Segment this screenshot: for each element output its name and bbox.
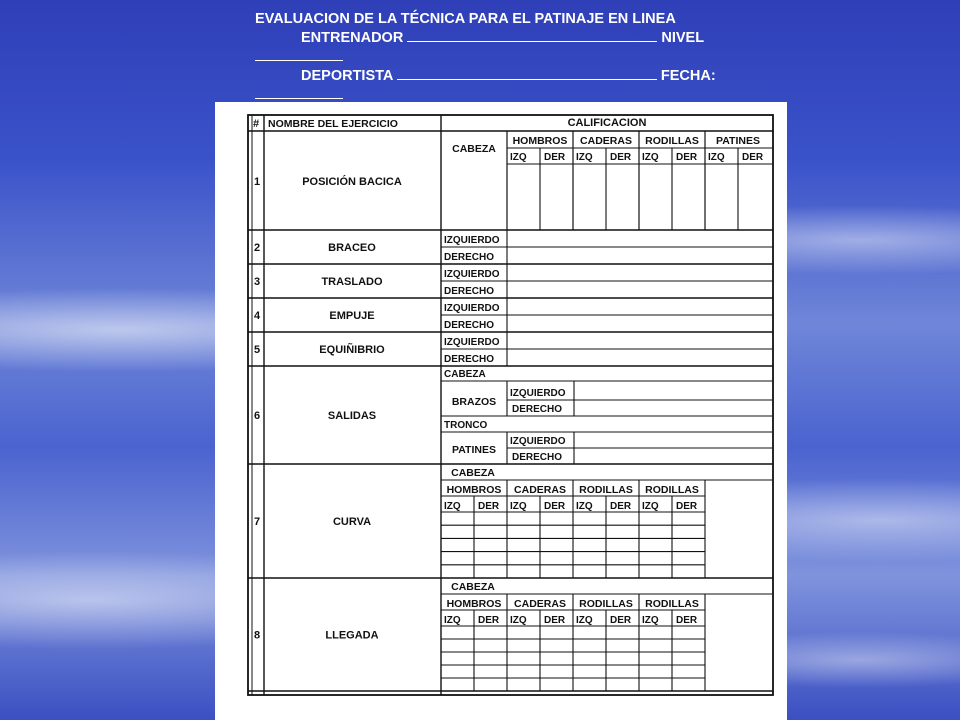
group-label: RODILLAS bbox=[645, 598, 699, 610]
evaluation-table bbox=[215, 102, 787, 720]
sec1-group-label: RODILLAS bbox=[645, 135, 699, 147]
group-label: CADERAS bbox=[514, 598, 566, 610]
izq-label: IZQ bbox=[642, 501, 659, 512]
exercise-4-name: EMPUJE bbox=[329, 310, 375, 322]
exercise-3-num: 3 bbox=[253, 276, 261, 288]
exercise-4-num: 4 bbox=[253, 310, 261, 322]
nivel-line bbox=[255, 48, 775, 67]
sec1-der: DER bbox=[610, 152, 632, 163]
sec1-group-label: CADERAS bbox=[580, 135, 632, 147]
label-derecho: DERECHO bbox=[444, 354, 495, 365]
exercise-3-name: TRASLADO bbox=[321, 276, 383, 288]
der-label: DER bbox=[676, 615, 698, 626]
fecha-label: FECHA: bbox=[660, 68, 716, 84]
exercise-2-name: BRACEO bbox=[328, 242, 376, 254]
deportista-blank bbox=[397, 67, 657, 80]
nivel-blank bbox=[255, 48, 343, 61]
izq-label: IZQ bbox=[510, 501, 527, 512]
label-izquierdo: IZQUIERDO bbox=[444, 269, 500, 280]
der-label: DER bbox=[478, 615, 500, 626]
header-num: # bbox=[252, 118, 260, 130]
exercise-8-name: LLEGADA bbox=[325, 629, 379, 642]
entrenador-blank bbox=[407, 29, 657, 42]
der-label: DER bbox=[544, 615, 566, 626]
sec6-brazos-der: DERECHO bbox=[512, 404, 563, 415]
form-title: EVALUACION DE LA TÉCNICA PARA EL PATINAJE EN LINEA bbox=[255, 11, 676, 27]
exercise-8-num: 8 bbox=[253, 629, 261, 642]
label-izquierdo: IZQUIERDO bbox=[444, 235, 500, 246]
exercise-7-num: 7 bbox=[253, 516, 261, 528]
der-label: DER bbox=[676, 501, 698, 512]
deportista-label: DEPORTISTA bbox=[301, 68, 393, 84]
header-grade: CALIFICACION bbox=[567, 117, 647, 129]
izq-label: IZQ bbox=[510, 615, 527, 626]
group-label: CADERAS bbox=[514, 484, 566, 496]
evaluation-sheet bbox=[215, 102, 787, 720]
sec6-patines-izq: IZQUIERDO bbox=[510, 436, 566, 447]
group-label: RODILLAS bbox=[579, 484, 633, 496]
sec1-izq: IZQ bbox=[642, 152, 659, 163]
group-label: HOMBROS bbox=[446, 484, 502, 496]
group-label: RODILLAS bbox=[579, 598, 633, 610]
sec1-izq: IZQ bbox=[576, 152, 593, 163]
sec1-der: DER bbox=[742, 152, 764, 163]
cabeza-label: CABEZA bbox=[451, 467, 495, 479]
label-derecho: DERECHO bbox=[444, 286, 495, 297]
deportista-line bbox=[255, 67, 775, 86]
exercise-7-name: CURVA bbox=[332, 516, 372, 528]
sec6-patines-der: DERECHO bbox=[512, 452, 563, 463]
exercise-1-num: 1 bbox=[253, 176, 261, 188]
exercise-2-num: 2 bbox=[253, 242, 261, 254]
izq-label: IZQ bbox=[576, 615, 593, 626]
der-label: DER bbox=[544, 501, 566, 512]
sec1-der: DER bbox=[676, 152, 698, 163]
header-name: NOMBRE DEL EJERCICIO bbox=[268, 118, 398, 130]
group-label: RODILLAS bbox=[645, 484, 699, 496]
label-derecho: DERECHO bbox=[444, 320, 495, 331]
entrenador-line bbox=[255, 29, 775, 48]
sec1-cabeza: CABEZA bbox=[452, 143, 496, 155]
exercise-6-name: SALIDAS bbox=[327, 410, 377, 422]
cabeza-label: CABEZA bbox=[451, 581, 495, 593]
group-label: HOMBROS bbox=[446, 598, 502, 610]
der-label: DER bbox=[610, 501, 632, 512]
sec6-patines: PATINES bbox=[452, 444, 496, 456]
exercise-6-num: 6 bbox=[253, 410, 261, 422]
sec1-group-label: HOMBROS bbox=[512, 135, 568, 147]
exercise-1-name: POSICIÓN BACICA bbox=[302, 176, 402, 188]
sec6-tronco: TRONCO bbox=[444, 420, 488, 431]
exercise-5-num: 5 bbox=[253, 344, 261, 356]
sec1-group-label: PATINES bbox=[716, 135, 760, 147]
izq-label: IZQ bbox=[444, 501, 461, 512]
sec6-cabeza: CABEZA bbox=[444, 369, 486, 380]
izq-label: IZQ bbox=[576, 501, 593, 512]
sec1-der: DER bbox=[544, 152, 566, 163]
nivel-label: NIVEL bbox=[661, 30, 705, 46]
entrenador-label: ENTRENADOR bbox=[301, 30, 404, 46]
izq-label: IZQ bbox=[444, 615, 461, 626]
der-label: DER bbox=[610, 615, 632, 626]
label-izquierdo: IZQUIERDO bbox=[444, 303, 500, 314]
fecha-blank bbox=[255, 86, 343, 99]
sec1-izq: IZQ bbox=[708, 152, 725, 163]
form-header bbox=[255, 10, 775, 105]
sec1-izq: IZQ bbox=[510, 152, 527, 163]
label-izquierdo: IZQUIERDO bbox=[444, 337, 500, 348]
sec6-brazos: BRAZOS bbox=[451, 396, 497, 408]
sec6-brazos-izq: IZQUIERDO bbox=[510, 388, 566, 399]
exercise-5-name: EQUIÑIBRIO bbox=[319, 344, 385, 356]
label-derecho: DERECHO bbox=[444, 252, 495, 263]
izq-label: IZQ bbox=[642, 615, 659, 626]
der-label: DER bbox=[478, 501, 500, 512]
